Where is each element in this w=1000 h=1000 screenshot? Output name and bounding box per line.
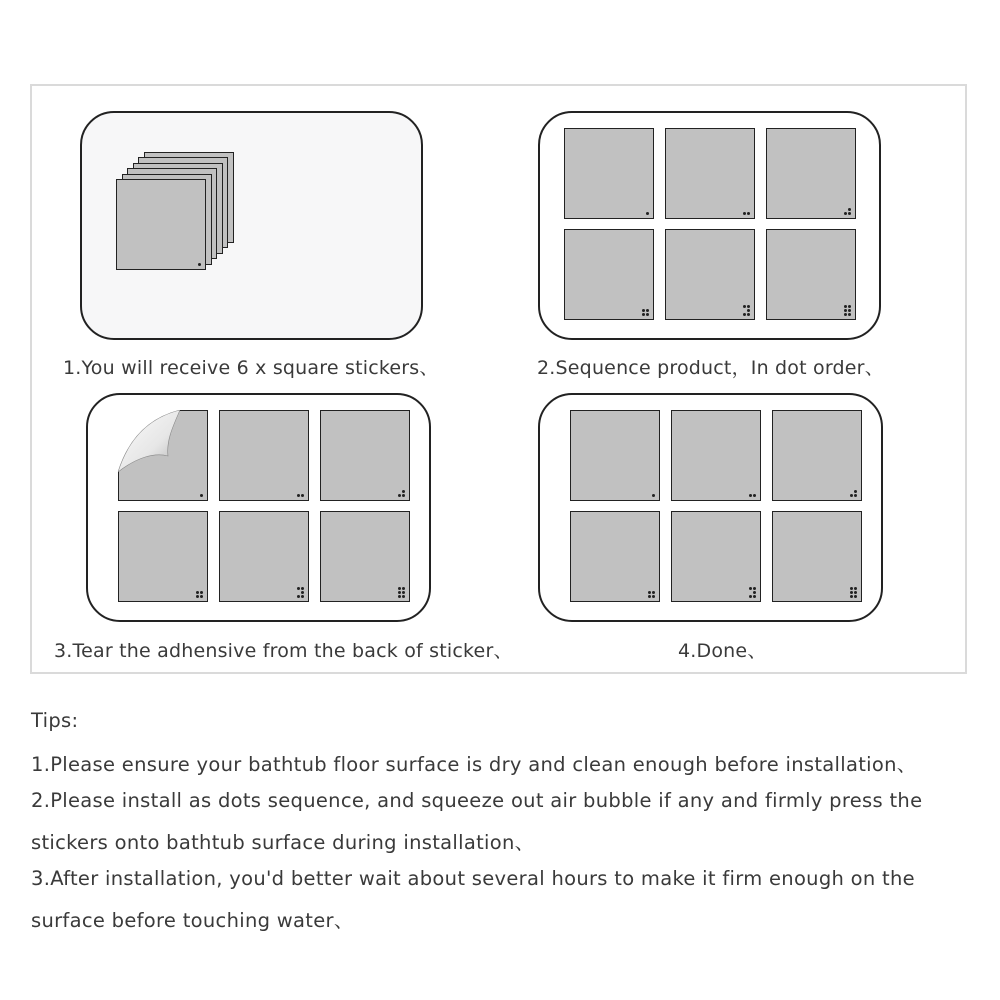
sticker-dots: [297, 494, 305, 497]
dot: [402, 591, 405, 594]
dot: [753, 595, 756, 598]
sticker-tile: [766, 229, 856, 320]
step3-caption: 3.Tear the adhensive from the back of sticker、: [54, 640, 513, 662]
dot: [646, 309, 649, 312]
dot: [844, 305, 847, 308]
dot: [854, 494, 857, 497]
dot: [743, 313, 746, 316]
sticker-dots: [844, 305, 852, 316]
sticker-tile: [564, 229, 654, 320]
dot: [844, 309, 847, 312]
dot: [398, 595, 401, 598]
dot: [854, 587, 857, 590]
dot: [844, 212, 847, 215]
dot: [646, 212, 649, 215]
dot: [301, 591, 304, 594]
tips-line: 2.Please install as dots sequence, and squeeze out air bubble if any and firmly press the: [31, 789, 923, 812]
step2-card: [538, 111, 881, 340]
dot: [747, 309, 750, 312]
sticker-dots: [297, 587, 305, 598]
dot: [642, 309, 645, 312]
sticker-tile: [219, 511, 309, 602]
dot: [848, 212, 851, 215]
dot: [747, 212, 750, 215]
sticker-tile: [671, 410, 761, 501]
dot: [196, 591, 199, 594]
sticker-tile: [320, 410, 410, 501]
sticker-dots: [749, 587, 757, 598]
sticker-dots: [198, 263, 201, 266]
dot: [848, 309, 851, 312]
tips-line: stickers onto bathtub surface during installation、: [31, 831, 535, 854]
step2-caption: 2.Sequence product，In dot order、: [537, 357, 884, 379]
dot: [652, 595, 655, 598]
sticker-tile: [665, 128, 755, 219]
sticker-dots: [648, 591, 656, 598]
sticker-tile: [118, 511, 208, 602]
sticker-dots: [200, 494, 203, 497]
tips-line: 3.After installation, you'd better wait about several hours to make it firm enough on the: [31, 867, 915, 890]
dot: [648, 591, 651, 594]
step4-caption: 4.Done、: [678, 640, 767, 662]
tips-line: surface before touching water、: [31, 909, 354, 932]
sticker-tile: [570, 511, 660, 602]
sticker-tile: [772, 410, 862, 501]
dot: [301, 494, 304, 497]
dot: [854, 595, 857, 598]
sticker-tile: [772, 511, 862, 602]
dot: [648, 595, 651, 598]
dot: [402, 595, 405, 598]
sticker-dots: [743, 212, 751, 215]
sticker-dots: [398, 587, 406, 598]
dot: [402, 494, 405, 497]
sticker-dots: [844, 208, 852, 215]
dot: [844, 313, 847, 316]
dot: [297, 494, 300, 497]
sticker-dots: [398, 490, 406, 497]
dot: [854, 591, 857, 594]
dot: [749, 595, 752, 598]
dot: [850, 595, 853, 598]
sticker-tile: [320, 511, 410, 602]
sticker-tile: [564, 128, 654, 219]
dot: [196, 595, 199, 598]
dot: [850, 591, 853, 594]
step1-card: [80, 111, 423, 340]
dot: [398, 591, 401, 594]
dot: [747, 305, 750, 308]
tips-heading: Tips:: [31, 709, 79, 732]
dot: [297, 587, 300, 590]
dot: [743, 212, 746, 215]
sticker-dots: [642, 309, 650, 316]
step4-card: [538, 393, 883, 622]
sticker-dots: [652, 494, 655, 497]
dot: [297, 595, 300, 598]
dot: [398, 587, 401, 590]
sticker-tile: [665, 229, 755, 320]
sticker-tile: [116, 179, 206, 270]
dot: [747, 313, 750, 316]
dot: [200, 591, 203, 594]
dot: [749, 587, 752, 590]
dot: [854, 490, 857, 493]
dot: [301, 595, 304, 598]
sticker-dots: [196, 591, 204, 598]
sticker-tile: [118, 410, 208, 501]
dot: [652, 591, 655, 594]
sticker-dots: [646, 212, 649, 215]
dot: [301, 587, 304, 590]
dot: [743, 305, 746, 308]
dot: [848, 313, 851, 316]
sticker-tile: [766, 128, 856, 219]
dot: [642, 313, 645, 316]
step3-card: [86, 393, 431, 622]
dot: [850, 494, 853, 497]
sticker-dots: [743, 305, 751, 316]
dot: [753, 591, 756, 594]
sticker-dots: [850, 490, 858, 497]
dot: [848, 208, 851, 211]
peel-corner-icon: [118, 410, 180, 472]
dot: [198, 263, 201, 266]
dot: [398, 494, 401, 497]
sticker-tile: [219, 410, 309, 501]
dot: [402, 587, 405, 590]
dot: [200, 494, 203, 497]
dot: [753, 587, 756, 590]
sticker-tile: [671, 511, 761, 602]
sticker-dots: [749, 494, 757, 497]
dot: [753, 494, 756, 497]
sticker-dots: [850, 587, 858, 598]
tips-line: 1.Please ensure your bathtub floor surface is dry and clean enough before installation、: [31, 753, 917, 776]
step1-caption: 1.You will receive 6 x square stickers、: [63, 357, 439, 379]
sticker-tile: [570, 410, 660, 501]
dot: [200, 595, 203, 598]
dot: [652, 494, 655, 497]
dot: [850, 587, 853, 590]
dot: [848, 305, 851, 308]
dot: [402, 490, 405, 493]
dot: [646, 313, 649, 316]
dot: [749, 494, 752, 497]
